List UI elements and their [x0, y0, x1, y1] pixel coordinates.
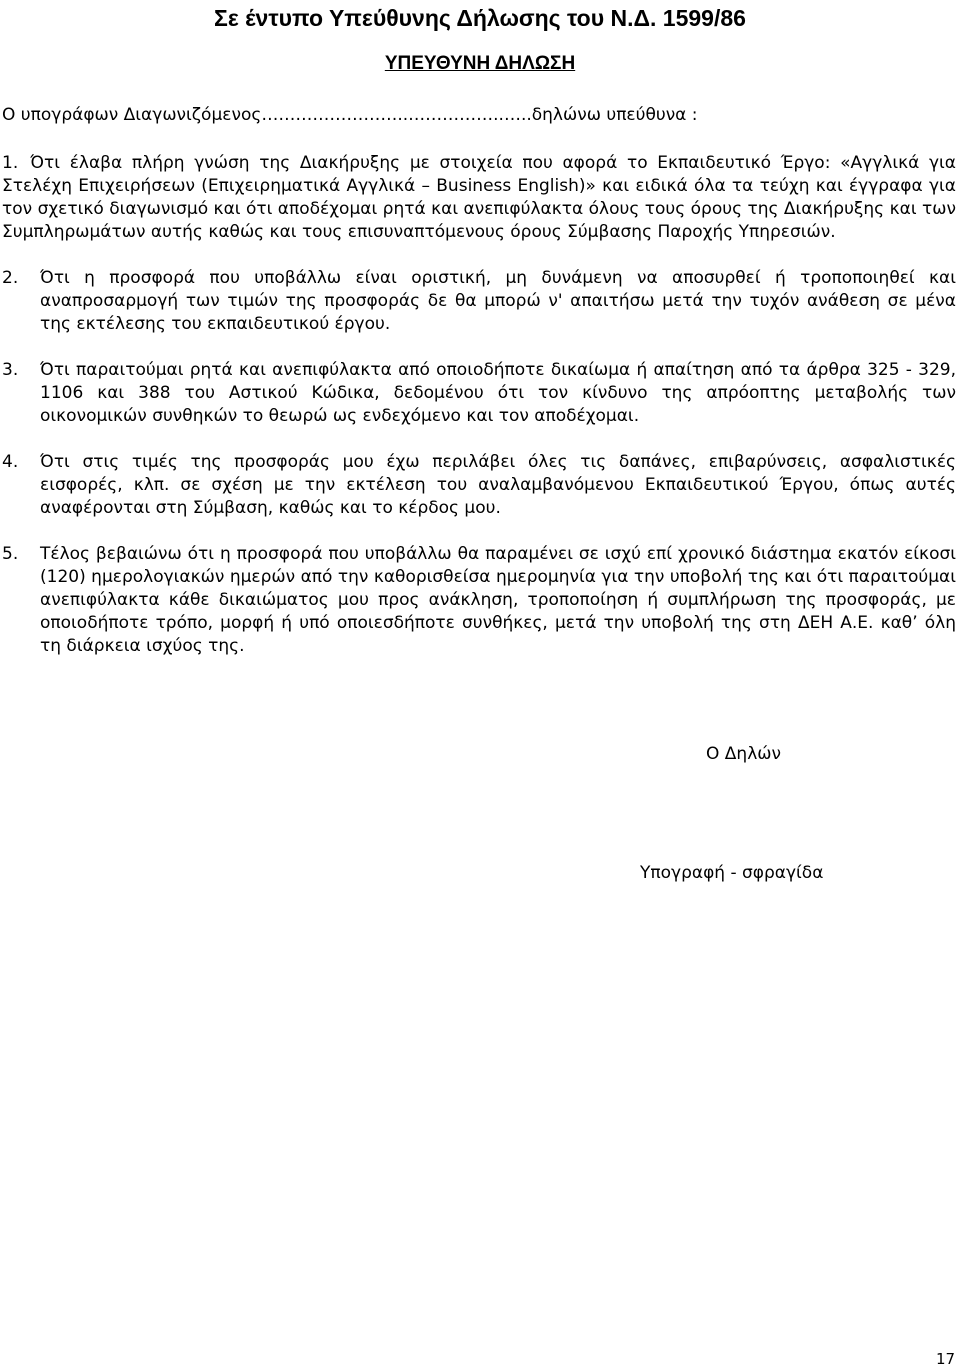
item-number: 2.: [2, 268, 19, 288]
item-number: 4.: [2, 452, 19, 472]
page-number: 17: [936, 1350, 956, 1368]
item-text: Ότι η προσφορά που υποβάλλω είναι οριστική, μη δυνάμενη να αποσυρθεί ή τροποποιηθεί και αναπροσαρμογή των τιμών της προσφοράς δε θα μπορώ ν' απαιτήσω μετά την τυχόν ανάθεση σε μένα της εκτέλεσης του εκπαιδευτικού έργου.: [40, 268, 956, 334]
declaration-item: [2, 451, 956, 520]
signer-label: Ο Δηλών: [706, 744, 781, 764]
declaration-heading-text: ΥΠΕΥΘΥΝΗ ΔΗΛΩΣΗ: [384, 53, 576, 74]
item-number: 5.: [2, 544, 19, 564]
document-title: Σε έντυπο Υπεύθυνης Δήλωσης του Ν.Δ. 1599/86: [214, 5, 746, 31]
declaration-item: [2, 152, 956, 244]
item-text: Ότι στις τιμές της προσφοράς μου έχω περιλάβει όλες τις δαπάνες, επιβαρύνσεις, ασφαλιστικές εισφορές, κλπ. σε σχέση με την εκτέλεση του αναλαμβανόμενου Εκπαιδευτικού Έργου, όπως αυτές αναφέρονται στη Σύμβαση, καθώς και το κέρδος μου.: [40, 452, 956, 518]
declaration-heading: [0, 52, 960, 76]
item-number: 1.: [2, 153, 19, 173]
signature-stamp-label: Υπογραφή - σφραγίδα: [640, 863, 824, 883]
item-text: Τέλος βεβαιώνω ότι η προσφορά που υποβάλλω θα παραμένει σε ισχύ επί χρονικό διάστημα εκατόν είκοσι (120) ημερολογιακών ημερών από την καθορισθείσα ημερομηνία για την υποβολή της και ότι παραιτούμαι ανεπιφύλακτα κάθε δικαιώματος μου προς ανάκληση, τροποποίηση ή συμπλήρωση της προσφοράς, με οποιοδήποτε τρόπο, μορφή ή υπό οποιεσδήποτε συνθήκες, μετά την υποβολή της στη ΔΕΗ Α.Ε. καθ’ όλη τη διάρκεια ισχύος της.: [40, 544, 956, 656]
intro-statement: Ο υπογράφων Διαγωνιζόμενος……………………..……………..…..δηλώνω υπεύθυνα :: [2, 105, 698, 125]
declaration-items: [2, 152, 956, 658]
declaration-item: [2, 543, 956, 658]
item-number: 3.: [2, 360, 19, 380]
declaration-item: [2, 359, 956, 428]
item-text: Ότι έλαβα πλήρη γνώση της Διακήρυξης με στοιχεία που αφορά το Εκπαιδευτικό Έργο: «Αγγλικά για Στελέχη Επιχειρήσεων (Επιχειρηματικά Αγγλικά – Business English)» και ειδικά όλα τα τεύχη και έγγραφα για τον σχετικό διαγωνισμό και ότι αποδέχομαι ρητά και ανεπιφύλακτα όλους τους όρους της Διακήρυξης και των Συμπληρωμάτων αυτής καθώς και τους επισυναπτόμενους όρους Σύμβασης Παροχής Υπηρεσιών.: [2, 153, 956, 242]
declaration-item: [2, 267, 956, 336]
item-text: Ότι παραιτούμαι ρητά και ανεπιφύλακτα από οποιοδήποτε δικαίωμα ή απαίτηση από τα άρθρα 325 - 329, 1106 και 388 του Αστικού Κώδικα, δεδομένου ότι τον κίνδυνο της απρόοπτης μεταβολής των οικονομικών συνθηκών το θεωρώ ως ενδεχόμενο και τον αποδέχομαι.: [40, 360, 956, 426]
